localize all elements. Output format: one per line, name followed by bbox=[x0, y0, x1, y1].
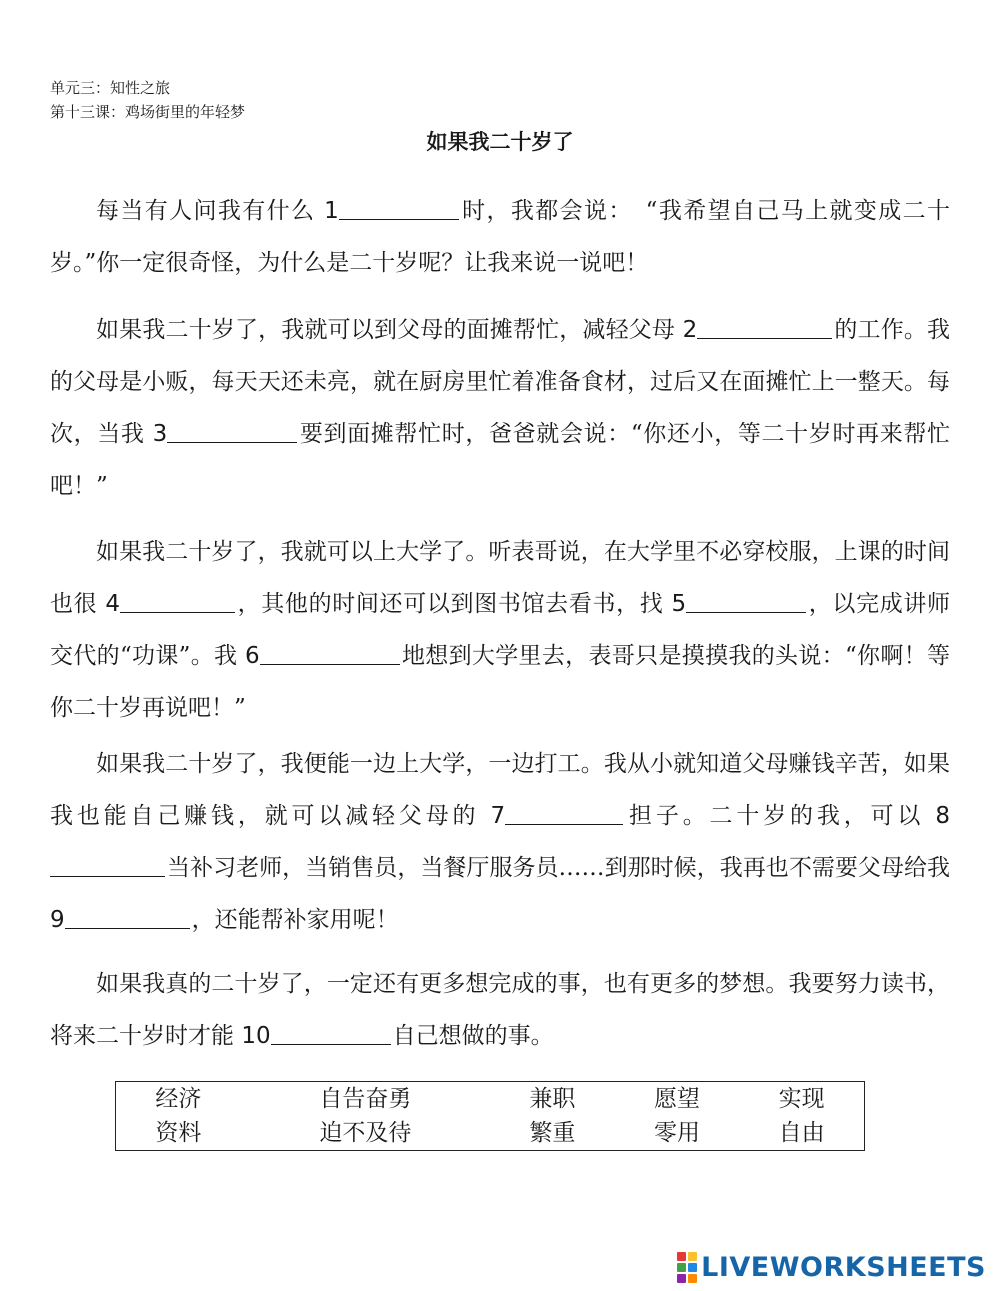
paragraph-5: 如果我真的二十岁了，一定还有更多想完成的事，也有更多的梦想。我要努力读书，将来二十岁时才能 10 自己想做的事。 bbox=[50, 971, 950, 1049]
word-bank-row bbox=[116, 1116, 864, 1150]
liveworksheets-logo-icon bbox=[677, 1252, 697, 1283]
blank-4[interactable]: 4 bbox=[105, 591, 237, 617]
blank-8[interactable]: 8 bbox=[50, 803, 950, 881]
lesson-header bbox=[50, 76, 245, 124]
liveworksheets-logo bbox=[677, 1252, 986, 1282]
page-title: 如果我二十岁了 bbox=[426, 129, 574, 154]
word-bank bbox=[115, 1081, 865, 1151]
unit-label: 单元三：知性之旅 bbox=[50, 79, 171, 97]
word-bank-item: 自告奋勇 bbox=[319, 1086, 412, 1112]
blank-10[interactable]: 10 bbox=[241, 1023, 392, 1049]
blank-2[interactable]: 2 bbox=[683, 317, 835, 343]
word-bank-item: 迫不及待 bbox=[319, 1120, 412, 1146]
word-bank-item: 自由 bbox=[778, 1120, 825, 1146]
blank-6[interactable]: 6 bbox=[245, 643, 402, 669]
word-bank-table bbox=[116, 1082, 864, 1150]
word-bank-row bbox=[116, 1082, 864, 1116]
word-bank-item: 经济 bbox=[155, 1086, 202, 1112]
word-bank-item: 兼职 bbox=[529, 1086, 576, 1112]
blank-9[interactable]: 9 bbox=[50, 907, 192, 933]
blank-5[interactable]: 5 bbox=[671, 591, 808, 617]
blank-7[interactable]: 7 bbox=[491, 803, 626, 829]
word-bank-item: 愿望 bbox=[653, 1086, 700, 1112]
paragraph-1: 每当有人问我有什么 1 时，我都会说： “我希望自己马上就变成二十岁。”你一定很奇怪，为什么是二十岁呢？让我来说一说吧！ bbox=[50, 198, 951, 276]
blank-1[interactable]: 1 bbox=[324, 198, 461, 224]
word-bank-item: 繁重 bbox=[529, 1120, 576, 1146]
liveworksheets-logo-text: LIVEWORKSHEETS bbox=[701, 1251, 986, 1283]
word-bank-item: 资料 bbox=[155, 1120, 202, 1146]
word-bank-item: 实现 bbox=[778, 1086, 825, 1112]
lesson-label: 第十三课：鸡场街里的年轻梦 bbox=[50, 103, 246, 121]
paragraph-4: 如果我二十岁了，我便能一边上大学，一边打工。我从小就知道父母赚钱辛苦，如果我也能自己赚钱，就可以减轻父母的 7 担子。二十岁的我，可以 8当补习老师，当销售员，当餐厅服务员……到那时候，我再也不需要父母给我9 ，还能帮补家用呢！ bbox=[50, 751, 951, 933]
paragraph-2: 如果我二十岁了，我就可以到父母的面摊帮忙，减轻父母 2 的工作。我的父母是小贩，每天天还未亮，就在厨房里忙着准备食材，过后又在面摊忙上一整天。每次，当我 3 要到面摊帮忙时，爸爸就会说：“你还小，等二十岁时再来帮忙吧！” bbox=[50, 317, 951, 499]
paragraph-3: 如果我二十岁了，我就可以上大学了。听表哥说，在大学里不必穿校服，上课的时间也很 4 ，其他的时间还可以到图书馆去看书，找 5 ，以完成讲师交代的“功课”。我 6 地想到大学里去，表哥只是摸摸我的头说：“你啊！等你二十岁再说吧！” bbox=[50, 539, 951, 721]
blank-3[interactable]: 3 bbox=[153, 421, 300, 447]
word-bank-item: 零用 bbox=[653, 1120, 700, 1146]
